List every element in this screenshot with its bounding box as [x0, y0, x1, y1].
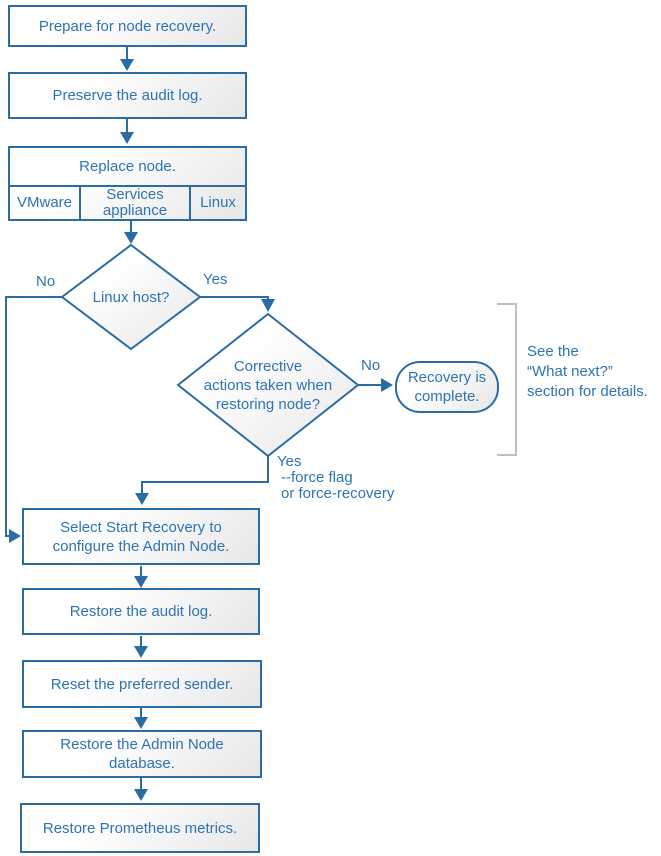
replace-node-platforms [10, 187, 245, 219]
force-flag-note-line2: or force-recovery [281, 485, 395, 502]
step-select-start-recovery-box [22, 508, 260, 565]
step-prepare-label: Prepare for node recovery. [38, 17, 217, 35]
step-restore-audit-box [22, 588, 260, 635]
arrow-preserve-to-replace [120, 119, 134, 144]
step-replace-node-box [8, 146, 247, 221]
edge-label-linux-host-yes: Yes [203, 271, 228, 288]
side-note-line1: See the [527, 343, 579, 360]
decision-linux-host-question: Linux host? [92, 289, 170, 306]
platform-cell-linux: Linux [200, 194, 236, 211]
side-note-bracket [497, 304, 516, 455]
side-note-line2: “What next?” [527, 363, 613, 380]
edge-linux-host-no [6, 297, 62, 543]
edge-corrective-yes [135, 456, 268, 505]
side-note-line3: section for details. [527, 383, 648, 400]
step-preserve-audit-label: Preserve the audit log. [52, 87, 203, 104]
platform-cell-vmware: VMware [10, 187, 81, 219]
arrow-reset-sender-to-restore-db [134, 708, 148, 729]
step-preserve-audit-box [8, 72, 247, 119]
step-reset-preferred-sender-label: Reset the preferred sender. [50, 675, 234, 693]
step-restore-prometheus-box [20, 803, 260, 853]
edge-linux-host-yes [200, 297, 275, 312]
step-prepare-box [8, 5, 247, 47]
step-restore-admin-db-box [22, 730, 262, 778]
step-reset-preferred-sender-box [22, 660, 262, 708]
edge-label-linux-host-no: No [36, 273, 56, 290]
step-restore-prometheus-label: Restore Prometheus metrics. [42, 819, 238, 837]
arrow-prepare-to-preserve [120, 47, 134, 71]
arrow-select-to-restore-audit [134, 566, 148, 588]
edge-corrective-no [358, 378, 393, 392]
replace-node-title: Replace node. [10, 148, 245, 187]
platform-cell-services-appliance: Services appliance [81, 187, 191, 219]
force-flag-note-line1: --force flag [281, 469, 353, 486]
side-note [527, 342, 648, 402]
step-restore-admin-db-label: Restore the Admin Node database. [60, 736, 224, 772]
step-restore-audit-label: Restore the audit log. [69, 603, 213, 620]
terminal-recovery-complete-label: Recovery is complete. [407, 369, 487, 405]
arrow-restore-db-to-prometheus [134, 778, 148, 801]
arrow-restore-audit-to-reset-sender [134, 636, 148, 658]
edge-label-corrective-no: No [361, 357, 381, 374]
edge-label-corrective-yes: Yes --force flag or force-recovery [277, 453, 395, 502]
arrow-replace-to-linux-host [124, 221, 138, 244]
decision-corrective-actions-question: Corrective actions taken when restoring node? [203, 358, 333, 413]
terminal-recovery-complete [395, 361, 499, 413]
step-select-start-recovery-label: Select Start Recovery to configure the Admin Node. [52, 518, 230, 555]
